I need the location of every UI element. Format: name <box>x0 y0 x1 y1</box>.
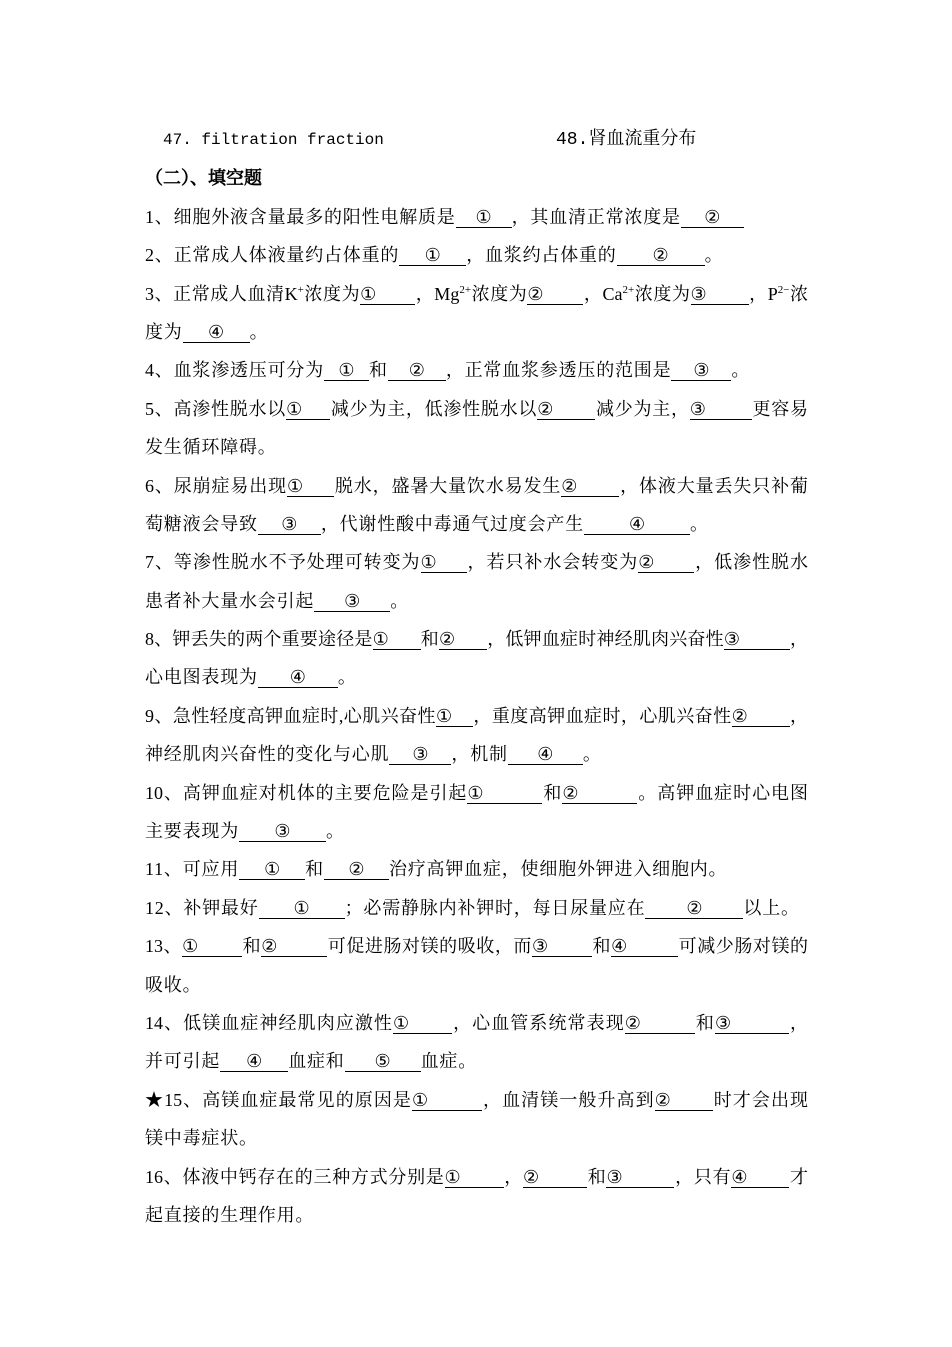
answer-blank: ① <box>393 1013 452 1034</box>
question-text: 浓度为 <box>634 283 691 304</box>
question-text: 镁中毒症状。 <box>145 1128 258 1149</box>
question-text: 10、高钾血症对机体的主要危险是引起 <box>145 782 468 803</box>
question-text: ，Ca <box>583 283 623 304</box>
question-text: 和 <box>694 1012 715 1033</box>
question-text: 4、血浆渗透压可分为 <box>145 360 324 381</box>
question-16 <box>145 1158 808 1235</box>
answer-blank: ② <box>537 399 595 420</box>
term-list <box>145 121 808 159</box>
question-text: ，正常血浆参透压的范围是 <box>445 360 672 381</box>
question-text: 可促进肠对镁的吸收，而 <box>327 936 532 957</box>
question-text: 9、急性轻度高钾血症时,心肌兴奋性 <box>145 705 436 726</box>
question-text: 13、 <box>145 936 183 957</box>
question-14 <box>145 1004 808 1081</box>
question-text: ，只有 <box>674 1166 732 1187</box>
question-text: 3、正常成人血清K <box>145 283 298 304</box>
answer-blank: ② <box>645 898 743 919</box>
question-6 <box>145 467 808 544</box>
question-text: 7、等渗性脱水不予处理可转变为 <box>145 552 421 573</box>
answer-blank: ① <box>324 360 369 381</box>
question-text: 吸收。 <box>145 974 202 995</box>
question-text: 和 <box>591 936 612 957</box>
question-text: 治疗高钾血症，使细胞外钾进入细胞内。 <box>388 859 728 880</box>
question-text: 起直接的生理作用。 <box>145 1204 315 1225</box>
answer-blank: ① <box>259 898 345 919</box>
question-text: 患者补大量水会引起 <box>145 590 315 611</box>
question-text: ；必需静脉内补钾时，每日尿量应在 <box>344 897 646 918</box>
question-text: 并可引起 <box>145 1051 221 1072</box>
answer-blank: ① <box>436 706 473 727</box>
answer-blank: ⑤ <box>345 1051 421 1072</box>
question-text: ，P <box>748 283 778 304</box>
question-line <box>145 467 808 505</box>
superscript: 2+ <box>622 283 635 296</box>
term-47: 47. filtration fraction <box>163 131 384 149</box>
superscript: 2− <box>777 283 790 296</box>
question-text: 时才会出现 <box>712 1089 809 1110</box>
answer-blank: ① <box>456 207 512 228</box>
question-text: ， <box>789 705 809 726</box>
question-text: 减少为主，低渗性脱水以 <box>330 398 538 419</box>
question-text: 发生循环障碍。 <box>145 437 277 458</box>
question-line <box>145 774 808 812</box>
question-line <box>145 505 808 543</box>
question-line <box>145 620 808 658</box>
question-text: ， <box>789 629 809 650</box>
answer-blank: ③ <box>724 629 790 650</box>
question-text: ， <box>788 1012 809 1033</box>
question-text: ， <box>503 1166 523 1187</box>
answer-blank: ③ <box>314 591 390 612</box>
answer-blank: ② <box>388 360 446 381</box>
question-1 <box>145 198 808 236</box>
answer-blank: ① <box>421 552 467 573</box>
question-line <box>145 1158 808 1196</box>
answer-blank: ① <box>360 284 415 305</box>
question-text: 6、尿崩症易出现 <box>145 475 287 496</box>
question-text: ，低钾血症时神经肌肉兴奋性 <box>487 629 724 650</box>
question-line <box>145 735 808 773</box>
question-line <box>145 1004 808 1042</box>
answer-blank: ② <box>324 859 389 880</box>
question-text: 主要表现为 <box>145 821 239 842</box>
answer-blank: ① <box>412 1090 482 1111</box>
answer-blank: ② <box>261 936 327 957</box>
question-text: 和 <box>242 936 262 957</box>
answer-blank: ① <box>239 859 305 880</box>
question-line <box>145 658 808 696</box>
question-text: 8、钾丢失的两个重要途径是 <box>145 629 373 650</box>
answer-blank: ③ <box>532 936 592 957</box>
question-2 <box>145 236 808 274</box>
question-text: 血症和 <box>288 1051 345 1072</box>
question-text: 神经肌肉兴奋性的变化与心肌 <box>145 744 390 765</box>
answer-blank: ③ <box>691 284 749 305</box>
question-line <box>145 697 808 735</box>
term-48: 48.肾血流重分布 <box>556 130 697 150</box>
question-text: 。 <box>337 667 357 688</box>
answer-blank: ④ <box>584 514 690 535</box>
question-text: 浓度为 <box>303 283 361 304</box>
question-line <box>145 812 808 850</box>
question-text: ，血清镁一般升高到 <box>481 1089 655 1110</box>
answer-blank: ④ <box>183 322 250 343</box>
answer-blank: ① <box>467 783 542 804</box>
question-list <box>145 198 808 1235</box>
question-line <box>145 351 808 389</box>
question-text: 和 <box>420 629 440 650</box>
answer-blank: ② <box>561 476 619 497</box>
question-line <box>145 1081 808 1119</box>
question-text: ★15、高镁血症最常见的原因是 <box>145 1089 412 1110</box>
answer-blank: ③ <box>690 399 752 420</box>
question-3 <box>145 275 808 352</box>
question-line <box>145 275 808 313</box>
question-line <box>145 1119 808 1157</box>
answer-blank: ② <box>439 629 487 650</box>
question-text: 更容易 <box>751 398 809 419</box>
question-9 <box>145 697 808 774</box>
answer-blank: ① <box>399 245 466 266</box>
answer-blank: ① <box>373 629 421 650</box>
question-text: ，代谢性酸中毒通气过度会产生 <box>320 513 585 534</box>
question-line <box>145 582 808 620</box>
question-5 <box>145 390 808 467</box>
answer-blank: ③ <box>258 514 321 535</box>
answer-blank: ② <box>681 207 744 228</box>
question-line <box>145 889 808 927</box>
question-text: 血症。 <box>420 1051 478 1072</box>
question-text: ，血浆约占体重的 <box>466 245 617 266</box>
question-text: ，Mg <box>415 283 460 304</box>
answer-blank: ③ <box>239 821 326 842</box>
question-text: 和 <box>542 782 563 803</box>
question-text: 脱水，盛暑大量饮水易发生 <box>333 475 562 496</box>
answer-blank: ② <box>617 245 705 266</box>
question-line <box>145 236 808 274</box>
question-line <box>145 850 808 888</box>
answer-blank: ④ <box>611 936 678 957</box>
question-text: 。高钾血症时心电图 <box>637 782 809 803</box>
answer-blank: ④ <box>258 667 338 688</box>
answer-blank: ④ <box>508 744 583 765</box>
question-8 <box>145 620 808 697</box>
answer-blank: ② <box>527 284 583 305</box>
answer-blank: ① <box>445 1167 504 1188</box>
question-text: ，其血清正常浓度是 <box>511 206 681 227</box>
answer-blank: ② <box>638 552 694 573</box>
question-line <box>145 1042 808 1080</box>
question-line <box>145 428 808 466</box>
question-text: ，重度高钾血症时，心肌兴奋性 <box>472 705 732 726</box>
answer-blank: ① <box>182 936 242 957</box>
question-text: 1、细胞外液含量最多的阳性电解质是 <box>145 206 456 227</box>
question-13 <box>145 927 808 1004</box>
superscript: + <box>297 283 304 296</box>
question-text: 以上。 <box>743 897 800 918</box>
question-text: 减少为主， <box>595 398 690 419</box>
document-page <box>145 121 808 1234</box>
question-text: 。 <box>390 590 410 611</box>
question-15 <box>145 1081 808 1158</box>
answer-blank: ③ <box>671 360 731 381</box>
question-line <box>145 313 808 351</box>
question-text: ，体液大量丢失只补葡 <box>619 475 809 496</box>
question-10 <box>145 774 808 851</box>
question-text: 和 <box>305 859 324 880</box>
question-text: 和 <box>369 360 388 381</box>
question-11 <box>145 850 808 888</box>
answer-blank: ② <box>655 1090 713 1111</box>
question-text: 萄糖液会导致 <box>145 513 258 534</box>
question-text: 度为 <box>145 321 183 342</box>
question-text: ，低渗性脱水 <box>694 552 809 573</box>
question-text: 。 <box>731 360 751 381</box>
answer-blank: ③ <box>715 1013 789 1034</box>
answer-blank: ② <box>625 1013 695 1034</box>
question-text: 。 <box>690 513 709 534</box>
question-text: ，机制 <box>451 744 508 765</box>
question-text: 才 <box>789 1166 809 1187</box>
question-text: 和 <box>586 1166 607 1187</box>
question-text: 12、补钾最好 <box>145 897 259 918</box>
question-text: 。 <box>704 245 724 266</box>
question-text: 16、体液中钙存在的三种方式分别是 <box>145 1166 445 1187</box>
question-line <box>145 198 808 236</box>
answer-blank: ③ <box>606 1167 674 1188</box>
question-text: ，心血管系统常表现 <box>452 1012 625 1033</box>
question-4 <box>145 351 808 389</box>
question-line <box>145 543 808 581</box>
question-line <box>145 966 808 1004</box>
question-text: 。 <box>582 744 602 765</box>
question-text: 心电图表现为 <box>145 667 258 688</box>
answer-blank: ② <box>732 706 790 727</box>
question-text: 可减少肠对镁的 <box>678 936 809 957</box>
question-line <box>145 1196 808 1234</box>
question-text: 5、高渗性脱水以 <box>145 398 287 419</box>
question-7 <box>145 543 808 620</box>
answer-blank: ④ <box>220 1051 288 1072</box>
superscript: 2+ <box>459 283 472 296</box>
answer-blank: ① <box>286 399 330 420</box>
question-text: 14、低镁血症神经肌肉应激性 <box>145 1012 393 1033</box>
question-text: 11、可应用 <box>145 859 240 880</box>
answer-blank: ② <box>562 783 637 804</box>
question-text: 。 <box>326 821 345 842</box>
answer-blank: ② <box>523 1167 587 1188</box>
answer-blank: ④ <box>731 1167 789 1188</box>
question-12 <box>145 889 808 927</box>
question-text: ，若只补水会转变为 <box>466 552 639 573</box>
question-text: 浓 <box>789 283 809 304</box>
question-line <box>145 927 808 965</box>
question-text: 2、正常成人体液量约占体重的 <box>145 245 400 266</box>
question-text: 。 <box>249 321 269 342</box>
question-text: 浓度为 <box>471 283 528 304</box>
section-title: （二）、填空题 <box>145 168 262 189</box>
answer-blank: ① <box>287 476 334 497</box>
answer-blank: ③ <box>389 744 451 765</box>
question-line <box>145 390 808 428</box>
